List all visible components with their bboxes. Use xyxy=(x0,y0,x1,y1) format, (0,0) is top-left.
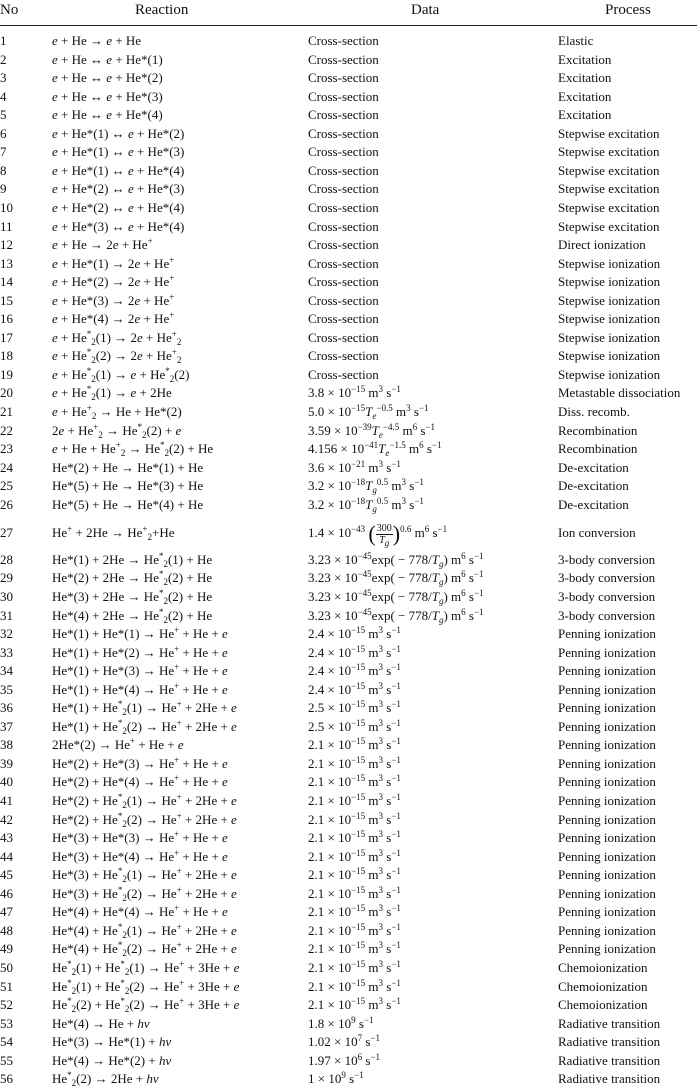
table-row xyxy=(0,366,697,384)
table-row xyxy=(0,477,697,495)
table-row xyxy=(0,569,697,587)
row-data: Cross-section xyxy=(308,366,379,382)
table-row xyxy=(0,940,697,958)
table-row xyxy=(0,885,697,903)
row-number: 17 xyxy=(0,329,13,345)
row-process: Penning ionization xyxy=(558,885,656,901)
row-process: Penning ionization xyxy=(558,941,656,957)
row-number: 33 xyxy=(0,644,13,660)
row-reaction: e + He*(1) ↔ e + He*(2) xyxy=(52,125,185,141)
row-process: Penning ionization xyxy=(558,644,656,660)
row-reaction: $He*(2) + He^*_2(2) \to He^+ + 2He + e$ xyxy=(52,810,237,829)
table-row xyxy=(0,866,697,884)
row-data: $2.1 \times 10^{-15}$ $m^3$ $s^{-1}$ xyxy=(308,792,401,808)
table-row xyxy=(0,69,697,87)
row-number: 24 xyxy=(0,459,13,475)
row-data: $2.1 \times 10^{-15}$ $m^3$ $s^{-1}$ xyxy=(308,884,401,901)
table-row xyxy=(0,625,697,643)
row-number: 18 xyxy=(0,348,13,364)
row-number: 5 xyxy=(0,107,7,123)
row-number: 14 xyxy=(0,274,13,290)
row-process: Penning ionization xyxy=(558,922,656,938)
table-row xyxy=(0,273,697,291)
row-data: $2.1 \times 10^{-15}$ $m^3$ $s^{-1}$ xyxy=(308,810,401,827)
table-row xyxy=(0,755,697,773)
row-reaction: e + He*(2) ↔ e + He*(4) xyxy=(52,199,185,215)
row-reaction: He*(4) → He + hv xyxy=(52,1015,150,1031)
row-data: $2.1 \times 10^{-15}$ $m^3$ $s^{-1}$ xyxy=(308,958,401,975)
table-row xyxy=(0,422,697,440)
table-row xyxy=(0,662,697,680)
row-reaction: $He*(2) + 2He \to He^*_2(2) + He$ xyxy=(52,569,213,588)
row-reaction: He*(2) + He*(4) → He+ + He + e xyxy=(52,773,228,790)
row-reaction: e + He*(1) ↔ e + He*(3) xyxy=(52,144,185,160)
row-process: Penning ionization xyxy=(558,755,656,771)
row-number: 37 xyxy=(0,718,13,734)
row-reaction: He*(5) + He → He*(4) + He xyxy=(52,496,204,512)
row-number: 38 xyxy=(0,737,13,753)
row-process: Recombination xyxy=(558,422,638,438)
table-row xyxy=(0,88,697,106)
row-number: 36 xyxy=(0,700,13,716)
row-data: $2.1 \times 10^{-15}$ $m^3$ $s^{-1}$ xyxy=(308,940,401,957)
row-reaction: He*(5) + He → He*(3) + He xyxy=(52,478,204,494)
row-number: 19 xyxy=(0,366,13,382)
row-reaction: e + He ↔ e + He*(4) xyxy=(52,107,163,123)
header-rule xyxy=(0,25,697,26)
row-data: $2.1 \times 10^{-15}$ $m^3$ $s^{-1}$ xyxy=(308,773,401,790)
table-row xyxy=(0,699,697,717)
row-process: 3-body conversion xyxy=(558,607,656,623)
row-number: 48 xyxy=(0,922,13,938)
table-row xyxy=(0,811,697,829)
row-process: Penning ionization xyxy=(558,737,656,753)
row-data: $2.1 \times 10^{-15}$ $m^3$ $s^{-1}$ xyxy=(308,829,401,846)
row-number: 44 xyxy=(0,848,13,864)
row-reaction: $He*(1) + 2He \to He^*_2(1) + He$ xyxy=(52,550,213,569)
row-number: 15 xyxy=(0,292,13,308)
row-reaction: e + He → 2e + He+ xyxy=(52,236,153,253)
table-row xyxy=(0,773,697,791)
row-data: $1.8 \times 10^9$ $s^{-1}$ xyxy=(308,1014,374,1031)
row-process: Penning ionization xyxy=(558,700,656,716)
row-process: De-excitation xyxy=(558,496,629,512)
header-data: Data xyxy=(411,2,440,18)
row-data: Cross-section xyxy=(308,107,379,123)
row-reaction: He*(4) → He*(2) + hv xyxy=(52,1052,172,1068)
row-reaction: e + He ↔ e + He*(1) xyxy=(52,51,163,67)
row-reaction: e + He*(1) → 2e + He+ xyxy=(52,254,175,271)
row-number: 42 xyxy=(0,811,13,827)
row-process: Radiative transition xyxy=(558,1034,661,1050)
table-row xyxy=(0,736,697,754)
row-data: $2.1 \times 10^{-15}$ $m^3$ $s^{-1}$ xyxy=(308,996,401,1013)
row-data: $1.4 \times 10^{-43}$ ( $\frac{300}{T_g}$ )$^{0.6}$ $m^6$ $s^{-1}$ xyxy=(308,521,448,548)
row-data: Cross-section xyxy=(308,292,379,308)
row-data: Cross-section xyxy=(308,162,379,178)
row-reaction: He*(1) + He*(2) → He+ + He + e xyxy=(52,643,228,660)
table-row xyxy=(0,1070,697,1088)
row-process: Radiative transition xyxy=(558,1071,661,1087)
row-number: 50 xyxy=(0,959,13,975)
row-reaction: $e + He^*_2(1) \to e + He^*_2(2)$ xyxy=(52,365,190,384)
row-data: $2.1 \times 10^{-15}$ $m^3$ $s^{-1}$ xyxy=(308,736,401,753)
table-row xyxy=(0,681,697,699)
row-reaction: He*(3) + He*(3) → He+ + He + e xyxy=(52,829,228,846)
row-reaction: He*(1) + He*(4) → He+ + He + e xyxy=(52,680,228,697)
row-number: 51 xyxy=(0,978,13,994)
row-reaction: e + He → e + He xyxy=(52,33,142,48)
row-data: $2.4 \times 10^{-15}$ $m^3$ $s^{-1}$ xyxy=(308,662,401,679)
row-number: 53 xyxy=(0,1015,13,1031)
row-data: $2.1 \times 10^{-15}$ $m^3$ $s^{-1}$ xyxy=(308,847,401,864)
row-process: Excitation xyxy=(558,51,612,67)
row-number: 39 xyxy=(0,755,13,771)
row-data: Cross-section xyxy=(308,70,379,86)
table-row xyxy=(0,978,697,996)
row-process: Penning ionization xyxy=(558,681,656,697)
row-process: Stepwise ionization xyxy=(558,274,661,290)
table-row xyxy=(0,903,697,921)
table-row xyxy=(0,1052,697,1070)
row-number: 21 xyxy=(0,404,13,419)
row-process: Penning ionization xyxy=(558,626,656,642)
row-number: 3 xyxy=(0,70,7,86)
row-number: 10 xyxy=(0,199,13,215)
row-number: 12 xyxy=(0,237,13,253)
row-data: $2.1 \times 10^{-15}$ $m^3$ $s^{-1}$ xyxy=(308,866,401,883)
row-reaction: He*(3) → He*(1) + hv xyxy=(52,1034,172,1050)
row-process: Stepwise excitation xyxy=(558,144,660,160)
row-data: Cross-section xyxy=(308,218,379,234)
row-reaction: He*(2) + He*(3) → He+ + He + e xyxy=(52,754,228,771)
header-reaction: Reaction xyxy=(135,2,189,18)
row-reaction: $He*(1) + He^*_2(1) \to He^+ + 2He + e$ xyxy=(52,699,237,718)
row-reaction: $He*(4) + He^*_2(1) \to He^+ + 2He + e$ xyxy=(52,921,237,940)
row-reaction: e + He*(2) ↔ e + He*(3) xyxy=(52,181,185,197)
row-number: 31 xyxy=(0,607,13,623)
table-row xyxy=(0,310,697,328)
row-number: 52 xyxy=(0,997,13,1013)
row-reaction: $He*(1) + He^*_2(2) \to He^+ + 2He + e$ xyxy=(52,717,237,736)
row-process: Stepwise excitation xyxy=(558,199,660,215)
row-number: 46 xyxy=(0,885,13,901)
row-reaction: $2e + He^+_2 \to He^*_2(2) + e$ xyxy=(52,421,182,440)
row-data: $2.4 \times 10^{-15}$ $m^3$ $s^{-1}$ xyxy=(308,643,401,660)
row-process: Penning ionization xyxy=(558,793,656,808)
row-reaction: e + He*(3) → 2e + He+ xyxy=(52,291,175,308)
row-data: $2.1 \times 10^{-15}$ $m^3$ $s^{-1}$ xyxy=(308,977,401,994)
table-row xyxy=(0,1033,697,1051)
table-row xyxy=(0,125,697,143)
table-row xyxy=(0,848,697,866)
table-row xyxy=(0,162,697,180)
row-process: Metastable dissociation xyxy=(558,385,681,401)
row-number: 49 xyxy=(0,941,13,957)
row-reaction: e + He ↔ e + He*(3) xyxy=(52,88,163,104)
row-number: 4 xyxy=(0,88,7,104)
row-data: Cross-section xyxy=(308,51,379,67)
row-process: Penning ionization xyxy=(558,811,656,827)
row-process: Penning ionization xyxy=(558,663,656,679)
row-process: Diss. recomb. xyxy=(558,404,630,419)
row-number: 30 xyxy=(0,588,13,604)
row-number: 40 xyxy=(0,774,13,790)
row-reaction: $He^*_2(2) + He^*_2(2) \to He^+ + 3He + e$ xyxy=(52,996,240,1015)
row-reaction: $He*(4) + 2He \to He^*_2(2) + He$ xyxy=(52,606,213,625)
row-process: Penning ionization xyxy=(558,830,656,846)
row-process: Penning ionization xyxy=(558,848,656,864)
row-reaction: $e + He^*_2(1) \to 2e + He^+_2$ xyxy=(52,328,182,347)
row-data: Cross-section xyxy=(308,125,379,141)
table-row xyxy=(0,922,697,940)
row-reaction: $e + He + He^+_2 \to He^*_2(2) + He$ xyxy=(52,440,214,459)
row-number: 11 xyxy=(0,218,13,234)
table-row xyxy=(0,459,697,477)
row-data: $2.1 \times 10^{-15}$ $m^3$ $s^{-1}$ xyxy=(308,903,401,920)
row-data: $4.156 \times 10^{-41}T_e^{-1.5}$ $m^6$ $s^{-1}$ xyxy=(308,440,442,459)
row-process: Radiative transition xyxy=(558,1052,661,1068)
row-data: Cross-section xyxy=(308,311,379,327)
row-number: 23 xyxy=(0,441,13,457)
row-data: Cross-section xyxy=(308,274,379,290)
row-process: Penning ionization xyxy=(558,718,656,734)
table-row xyxy=(0,996,697,1014)
table-row xyxy=(0,718,697,736)
table-row xyxy=(0,588,697,606)
row-reaction: e + He*(4) → 2e + He+ xyxy=(52,310,175,327)
row-data: Cross-section xyxy=(308,255,379,271)
row-process: 3-body conversion xyxy=(558,551,656,567)
row-data: $3.23 \times 10^{-45}\exp( - 778/T_g)$ $m^6$ $s^{-1}$ xyxy=(308,606,484,625)
table-row xyxy=(0,959,697,977)
row-data: Cross-section xyxy=(308,181,379,197)
row-number: 25 xyxy=(0,478,13,494)
row-number: 47 xyxy=(0,904,13,920)
row-reaction: $He*(3) + He^*_2(1) \to He^+ + 2He + e$ xyxy=(52,866,237,885)
row-data: Cross-section xyxy=(308,144,379,160)
row-number: 55 xyxy=(0,1052,13,1068)
row-process: Chemoionization xyxy=(558,978,648,994)
row-number: 28 xyxy=(0,551,13,567)
row-process: Ion conversion xyxy=(558,525,636,541)
table-row xyxy=(0,329,697,347)
row-number: 27 xyxy=(0,525,13,541)
row-number: 29 xyxy=(0,570,13,586)
table-row xyxy=(0,292,697,310)
row-number: 54 xyxy=(0,1034,13,1050)
row-process: Penning ionization xyxy=(558,867,656,883)
row-process: Recombination xyxy=(558,441,638,457)
row-reaction: He*(1) + He*(3) → He+ + He + e xyxy=(52,662,228,679)
row-reaction: $He*(3) + He^*_2(2) \to He^+ + 2He + e$ xyxy=(52,884,237,903)
row-data: $2.1 \times 10^{-15}$ $m^3$ $s^{-1}$ xyxy=(308,921,401,938)
row-data: $3.23 \times 10^{-45}\exp( - 778/T_g)$ $m^6$ $s^{-1}$ xyxy=(308,550,484,569)
row-process: Stepwise excitation xyxy=(558,125,660,141)
row-number: 43 xyxy=(0,830,13,846)
row-reaction: $He^+ + 2He \to He^+_2+He$ xyxy=(52,524,175,543)
row-data: $3.59 \times 10^{-39}T_e^{-4.5}$ $m^6$ $s^{-1}$ xyxy=(308,421,435,440)
table-row xyxy=(0,218,697,236)
row-reaction: e + He*(2) → 2e + He+ xyxy=(52,273,175,290)
row-number: 34 xyxy=(0,663,13,679)
row-process: De-excitation xyxy=(558,478,629,494)
table-row xyxy=(0,496,697,514)
row-reaction: He*(4) + He*(4) → He+ + He + e xyxy=(52,903,228,920)
row-number: 16 xyxy=(0,311,13,327)
row-data: Cross-section xyxy=(308,199,379,215)
row-reaction: $He^*_2(1) + He^*_2(2) \to He^+ + 3He + e$ xyxy=(52,977,240,996)
table-row xyxy=(0,518,697,548)
row-data: $2.4 \times 10^{-15}$ $m^3$ $s^{-1}$ xyxy=(308,625,401,642)
row-process: Stepwise excitation xyxy=(558,162,660,178)
row-number: 13 xyxy=(0,255,13,271)
row-number: 1 xyxy=(0,33,7,48)
row-data: $3.8 \times 10^{-15}$ $m^3$ $s^{-1}$ xyxy=(308,384,401,401)
table-row xyxy=(0,143,697,161)
row-reaction: $He*(2) + He^*_2(1) \to He^+ + 2He + e$ xyxy=(52,792,237,810)
table-row xyxy=(0,440,697,458)
row-process: Excitation xyxy=(558,70,612,86)
row-reaction: $He^*_2(2) \to 2He$ + hv xyxy=(52,1070,159,1088)
row-number: 20 xyxy=(0,385,13,401)
row-process: Stepwise ionization xyxy=(558,292,661,308)
row-data: Cross-section xyxy=(308,329,379,345)
row-data: $3.23 \times 10^{-45}\exp( - 778/T_g)$ $m^6$ $s^{-1}$ xyxy=(308,569,484,588)
row-data: $2.5 \times 10^{-15}$ $m^3$ $s^{-1}$ xyxy=(308,699,401,716)
row-number: 26 xyxy=(0,496,13,512)
row-number: 6 xyxy=(0,125,7,141)
row-data: $2.4 \times 10^{-15}$ $m^3$ $s^{-1}$ xyxy=(308,680,401,697)
row-number: 22 xyxy=(0,422,13,438)
row-data: Cross-section xyxy=(308,88,379,104)
table-row xyxy=(0,199,697,217)
row-data: $1 \times 10^9$ $s^{-1}$ xyxy=(308,1070,364,1087)
table-row xyxy=(0,551,697,569)
row-number: 9 xyxy=(0,181,7,197)
table-row xyxy=(0,51,697,69)
row-data: $3.2 \times 10^{-18}T_g^{0.5}$ $m^3$ $s^{-1}$ xyxy=(308,477,424,496)
row-process: Radiative transition xyxy=(558,1015,661,1031)
row-number: 35 xyxy=(0,681,13,697)
table-row xyxy=(0,106,697,124)
row-data: $3.23 \times 10^{-45}\exp( - 778/T_g)$ $m^6$ $s^{-1}$ xyxy=(308,587,484,606)
row-process: Excitation xyxy=(558,88,612,104)
row-process: 3-body conversion xyxy=(558,570,656,586)
table-row xyxy=(0,403,697,421)
row-reaction: $e + He^+_2 \to He + He*(2)$ xyxy=(52,403,182,421)
row-reaction: $e + He^*_2(2) \to 2e + He^+_2$ xyxy=(52,347,182,366)
header-process: Process xyxy=(605,2,651,18)
table-row xyxy=(0,829,697,847)
row-reaction: He*(1) + He*(1) → He+ + He + e xyxy=(52,625,228,642)
row-process: Stepwise ionization xyxy=(558,366,661,382)
table-row xyxy=(0,1015,697,1033)
row-data: $5.0 \times 10^{-15}T_e^{-0.5}$ $m^3$ $s^{-1}$ xyxy=(308,403,429,421)
row-process: Stepwise ionization xyxy=(558,255,661,271)
row-data: Cross-section xyxy=(308,33,379,48)
table-row xyxy=(0,180,697,198)
row-reaction: $e + He^*_2(1) \to e + 2He$ xyxy=(52,384,172,403)
row-reaction: e + He*(3) ↔ e + He*(4) xyxy=(52,218,185,234)
row-process: Stepwise excitation xyxy=(558,181,660,197)
row-process: Stepwise ionization xyxy=(558,348,661,364)
table-row xyxy=(0,384,697,402)
row-data: $1.02 \times 10^7$ $s^{-1}$ xyxy=(308,1033,380,1050)
row-process: Stepwise ionization xyxy=(558,311,661,327)
table-row xyxy=(0,32,697,50)
row-reaction: $He*(3) + 2He \to He^*_2(2) + He$ xyxy=(52,587,213,606)
row-process: Elastic xyxy=(558,33,594,48)
row-number: 41 xyxy=(0,793,13,808)
row-reaction: e + He ↔ e + He*(2) xyxy=(52,70,163,86)
row-reaction: e + He*(1) ↔ e + He*(4) xyxy=(52,162,185,178)
table-row xyxy=(0,347,697,365)
row-number: 8 xyxy=(0,162,7,178)
row-reaction: $He^*_2(1) + He^*_2(1) \to He^+ + 3He + e$ xyxy=(52,958,240,977)
row-number: 2 xyxy=(0,51,7,67)
row-process: Chemoionization xyxy=(558,997,648,1013)
row-data: $2.1 \times 10^{-15}$ $m^3$ $s^{-1}$ xyxy=(308,754,401,771)
table-row xyxy=(0,792,697,810)
row-number: 56 xyxy=(0,1071,13,1087)
row-data: $2.5 \times 10^{-15}$ $m^3$ $s^{-1}$ xyxy=(308,717,401,734)
row-process: 3-body conversion xyxy=(558,588,656,604)
row-process: De-excitation xyxy=(558,459,629,475)
row-reaction: $He*(4) + He^*_2(2) \to He^+ + 2He + e$ xyxy=(52,940,237,959)
table-row xyxy=(0,236,697,254)
row-process: Stepwise excitation xyxy=(558,218,660,234)
table-row xyxy=(0,644,697,662)
row-process: Chemoionization xyxy=(558,959,648,975)
table-row xyxy=(0,255,697,273)
table-row xyxy=(0,607,697,625)
row-number: 45 xyxy=(0,867,13,883)
row-reaction: He*(2) + He → He*(1) + He xyxy=(52,459,204,475)
row-data: Cross-section xyxy=(308,348,379,364)
row-number: 7 xyxy=(0,144,7,160)
row-process: Penning ionization xyxy=(558,774,656,790)
row-process: Excitation xyxy=(558,107,612,123)
header-no: No xyxy=(0,2,19,18)
row-data: Cross-section xyxy=(308,237,379,253)
row-reaction: He*(3) + He*(4) → He+ + He + e xyxy=(52,847,228,864)
row-number: 32 xyxy=(0,626,13,642)
row-data: $3.6 \times 10^{-21}$ $m^3$ $s^{-1}$ xyxy=(308,458,401,475)
row-data: $3.2 \times 10^{-18}T_g^{0.5}$ $m^3$ $s^{-1}$ xyxy=(308,495,424,514)
row-process: Stepwise ionization xyxy=(558,329,661,345)
row-data: $1.97 \times 10^6$ $s^{-1}$ xyxy=(308,1051,380,1068)
row-reaction: 2He*(2) → He+ + He + e xyxy=(52,736,184,753)
row-process: Penning ionization xyxy=(558,904,656,920)
row-process: Direct ionization xyxy=(558,237,646,253)
